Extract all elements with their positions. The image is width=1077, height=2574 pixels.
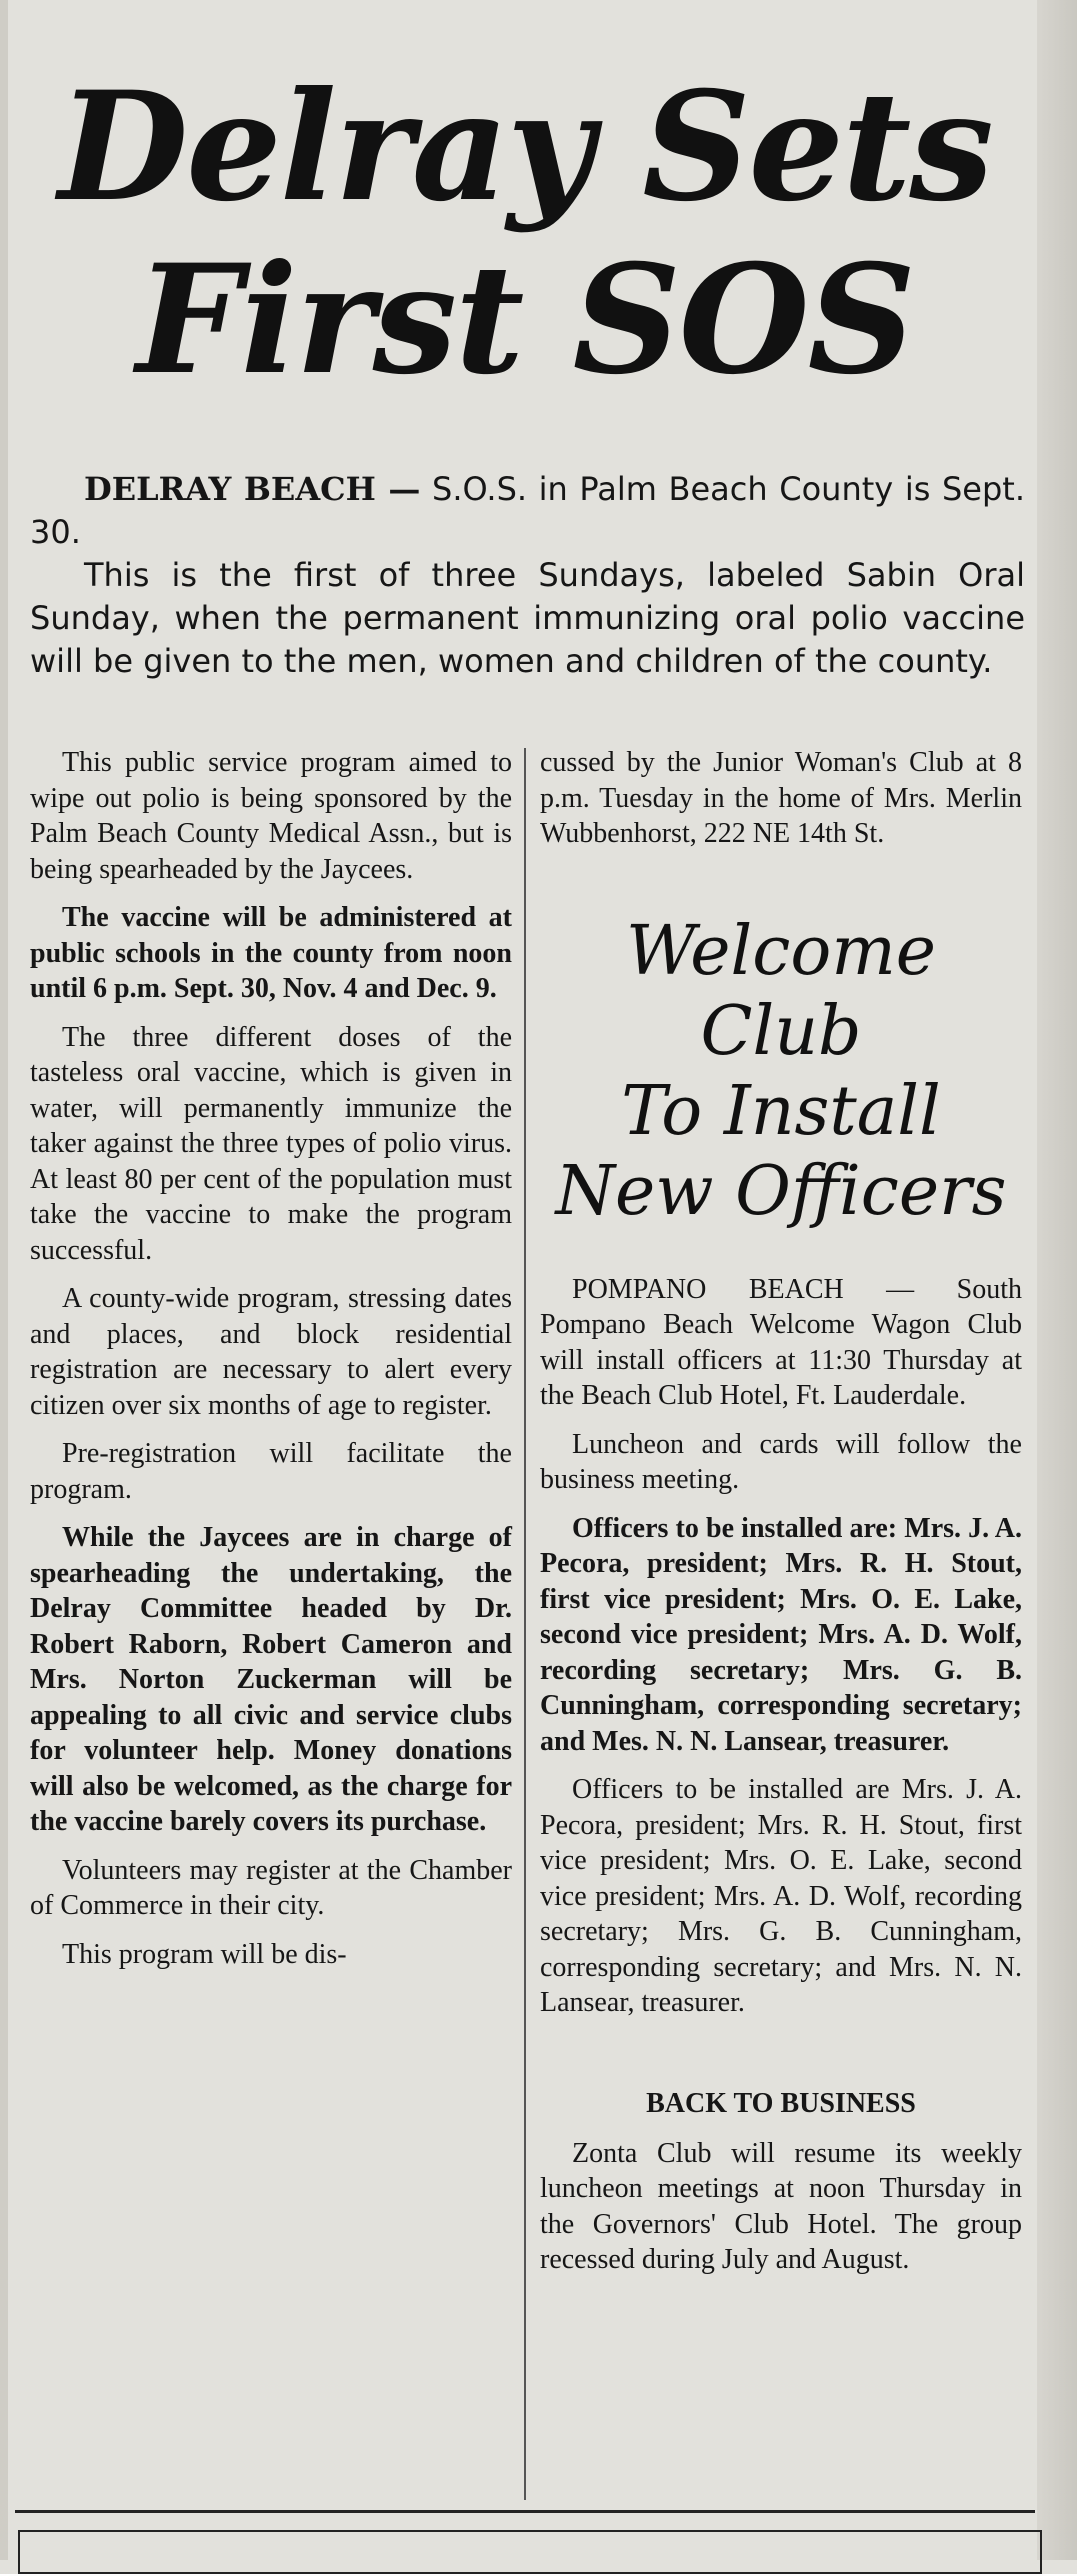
headline-line-1: Delray Sets bbox=[58, 59, 992, 235]
article2-paragraph-2: Luncheon and cards will follow the business meeting. bbox=[540, 1428, 1022, 1495]
article1-paragraph-5: Pre-registration will facilitate the program. bbox=[30, 1438, 512, 1505]
article3-paragraph-1: Zonta Club will resume its weekly luncheon meetings at noon Thursday in the Governors' Club Hotel. The group recessed during July and August. bbox=[540, 2137, 1022, 2275]
lead-paragraph-2 bbox=[30, 554, 1025, 683]
lead-text-2: This is the first of three Sundays, labeled Sabin Oral Sunday, when the permanent immunizing oral polio vaccine will be given to the men, women and children of the county. bbox=[30, 556, 1025, 680]
article2-headline-line-3: New Officers bbox=[555, 1151, 1007, 1231]
article1-paragraph-1: This public service program aimed to wipe out polio is being sponsored by the Palm Beach County Medical Assn., but is being spearheaded by the Jaycees. bbox=[30, 747, 512, 885]
column-right bbox=[540, 745, 1022, 2291]
article1-paragraph-6: While the Jaycees are in charge of spearheading the undertaking, the Delray Committee headed by Dr. Robert Raborn, Robert Cameron and Mrs. Norton Zuckerman will be appealing to all civic and service clubs for volunteer help. Money donations will also be welcomed, as the charge for the vaccine barely covers its purchase. bbox=[30, 1522, 512, 1837]
headline-line-2: First SOS bbox=[136, 232, 914, 408]
column-divider bbox=[524, 748, 526, 2500]
article1-paragraph-2: The vaccine will be administered at public schools in the county from noon until 6 p.m. Sept. 30, Nov. 4 and Dec. 9. bbox=[30, 902, 512, 1004]
article1-paragraph-4: A county-wide program, stressing dates and places, and block residential registration are necessary to alert every citizen over six months of age to register. bbox=[30, 1283, 512, 1421]
article2-headline bbox=[540, 912, 1022, 1232]
article1-paragraph-8: This program will be dis- bbox=[62, 1938, 347, 1970]
lead-text-1: S.O.S. in Palm Beach County is Sept. 30. bbox=[30, 470, 1026, 551]
page-edge-left bbox=[0, 0, 8, 2560]
article1-paragraph-8-continued: cussed by the Junior Woman's Club at 8 p.m. Tuesday in the home of Mrs. Merlin Wubbenhorst, 222 NE 14th St. bbox=[540, 747, 1022, 849]
article1-paragraph-7: Volunteers may register at the Chamber of Commerce in their city. bbox=[30, 1854, 512, 1921]
page-edge-right bbox=[1037, 0, 1077, 2560]
column-left bbox=[30, 745, 512, 1985]
article2-paragraph-4: Officers to be installed are Mrs. J. A. Pecora, president; Mrs. R. H. Stout, first vice president; Mrs. O. E. Lake, second vice president; Mrs. A. D. Wolf, recording secretary; Mrs. G. B. Cunningham, corresponding secretary; and Mrs. N. N. Lansear, treasurer. bbox=[540, 1774, 1022, 2018]
lead-paragraph-1 bbox=[30, 468, 1025, 554]
article2-headline-line-2: To Install bbox=[621, 1071, 941, 1151]
article3-heading: BACK TO BUSINESS bbox=[646, 2087, 916, 2119]
bottom-rule bbox=[15, 2510, 1035, 2513]
article2-paragraph-3: Officers to be installed are: Mrs. J. A. Pecora, president; Mrs. R. H. Stout, first vice president; Mrs. O. E. Lake, second vice president; Mrs. A. D. Wolf, recording secretary; Mrs. G. B. Cunningham, corresponding secretary; and Mes. N. N. Lansear, treasurer. bbox=[540, 1512, 1022, 1757]
next-article-border bbox=[18, 2530, 1042, 2574]
article2-headline-line-1: Welcome Club bbox=[625, 911, 937, 1071]
article1-paragraph-3: The three different doses of the tasteless oral vaccine, which is given in water, will permanently immunize the taker against the three types of polio virus. At least 80 per cent of the population must take the vaccine to make the program successful. bbox=[30, 1021, 512, 1266]
dateline: DELRAY BEACH — bbox=[84, 470, 421, 508]
article2-paragraph-1: POMPANO BEACH — South Pompano Beach Welcome Wagon Club will install officers at 11:30 Thursday at the Beach Club Hotel, Ft. Lauderdale. bbox=[540, 1273, 1022, 1411]
